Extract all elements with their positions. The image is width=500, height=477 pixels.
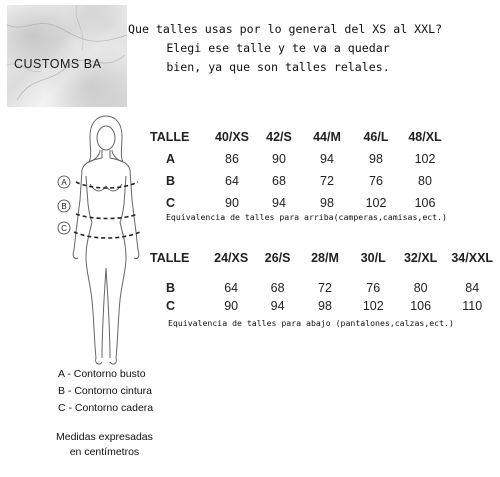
legend-item: B - Contorno cintura — [58, 385, 152, 397]
table-cell: 106 — [410, 299, 432, 313]
table-cell: 98 — [318, 299, 332, 313]
table-cell: 72 — [318, 281, 332, 295]
column-header: 32/XL — [403, 251, 438, 265]
body-outline-icon — [52, 110, 162, 370]
table-row — [150, 269, 500, 295]
table-cell: 76 — [366, 281, 381, 295]
intro-text — [128, 20, 443, 77]
bottom-size-table — [150, 247, 500, 317]
column-header: 42/S — [266, 130, 292, 144]
table-row — [150, 192, 450, 214]
table-row — [150, 295, 500, 317]
table-row — [150, 170, 450, 192]
marker-a-label: A — [61, 178, 67, 187]
hip-line — [74, 232, 140, 238]
body-figure — [52, 110, 162, 370]
units-note-line: en centímetros — [69, 446, 140, 458]
intro-line: bien, ya que son talles relales. — [166, 60, 390, 74]
table-cell: 94 — [272, 196, 286, 210]
logo-text: CUSTOMS BA — [14, 57, 102, 71]
marble-texture-icon — [7, 5, 127, 107]
legend-item: C - Contorno cadera — [58, 402, 154, 414]
row-label: C — [166, 196, 176, 210]
column-header: 44/M — [313, 130, 341, 144]
column-header: TALLE — [150, 130, 190, 144]
units-note-line: Medidas expresadas — [56, 431, 153, 443]
table-cell: 90 — [225, 196, 239, 210]
table-cell: 102 — [365, 196, 387, 210]
column-header: 24/XS — [214, 251, 249, 265]
waist-line — [76, 214, 138, 219]
table-cell: 68 — [272, 174, 286, 188]
column-header: 26/S — [264, 251, 291, 265]
table-cell: 102 — [362, 299, 384, 313]
table-cell: 98 — [320, 196, 334, 210]
table-header-row — [150, 126, 450, 148]
top-size-table — [150, 126, 450, 214]
row-label: B — [166, 281, 176, 295]
column-header: TALLE — [150, 251, 190, 265]
row-label: C — [166, 299, 176, 313]
table-cell: 84 — [465, 281, 480, 295]
brand-logo — [7, 5, 127, 107]
top-table-caption: Equivalencia de talles para arriba(camperas,camisas,ect.) — [166, 212, 447, 222]
table-cell: 80 — [418, 174, 432, 188]
table-cell: 64 — [224, 281, 239, 295]
table-cell: 68 — [270, 281, 285, 295]
column-header: 28/M — [311, 251, 339, 265]
table-row — [150, 148, 450, 170]
table-cell: 64 — [225, 174, 239, 188]
column-header: 30/L — [360, 251, 386, 265]
measurement-legend — [58, 366, 153, 417]
bottom-table-caption: Equivalencia de talles para abajo (pantalones,calzas,ect.) — [168, 318, 454, 328]
table-cell: 98 — [369, 152, 383, 166]
row-label: B — [166, 174, 176, 188]
table-cell: 86 — [225, 152, 239, 166]
table-cell: 110 — [462, 299, 483, 313]
table-cell: 102 — [414, 152, 436, 166]
table-cell: 90 — [224, 299, 239, 313]
table-cell: 76 — [369, 174, 383, 188]
marker-b-label: B — [61, 202, 67, 211]
table-cell: 106 — [414, 196, 436, 210]
table-cell: 80 — [413, 281, 428, 295]
table-header-row — [150, 247, 500, 269]
row-label: A — [166, 152, 176, 166]
table-cell: 72 — [320, 174, 334, 188]
column-header: 34/XXL — [451, 251, 494, 265]
legend-item: A - Contorno busto — [58, 368, 146, 380]
units-note — [56, 430, 153, 460]
column-header: 40/XS — [214, 130, 250, 144]
table-cell: 90 — [272, 152, 286, 166]
intro-line: Elegi ese talle y te va a quedar — [166, 41, 390, 55]
intro-line: Que talles usas por lo general del XS al XXL? — [128, 22, 443, 36]
marker-c-label: C — [61, 224, 67, 233]
table-cell: 94 — [320, 152, 334, 166]
column-header: 46/L — [363, 130, 389, 144]
table-cell: 94 — [270, 299, 285, 313]
column-header: 48/XL — [408, 130, 442, 144]
